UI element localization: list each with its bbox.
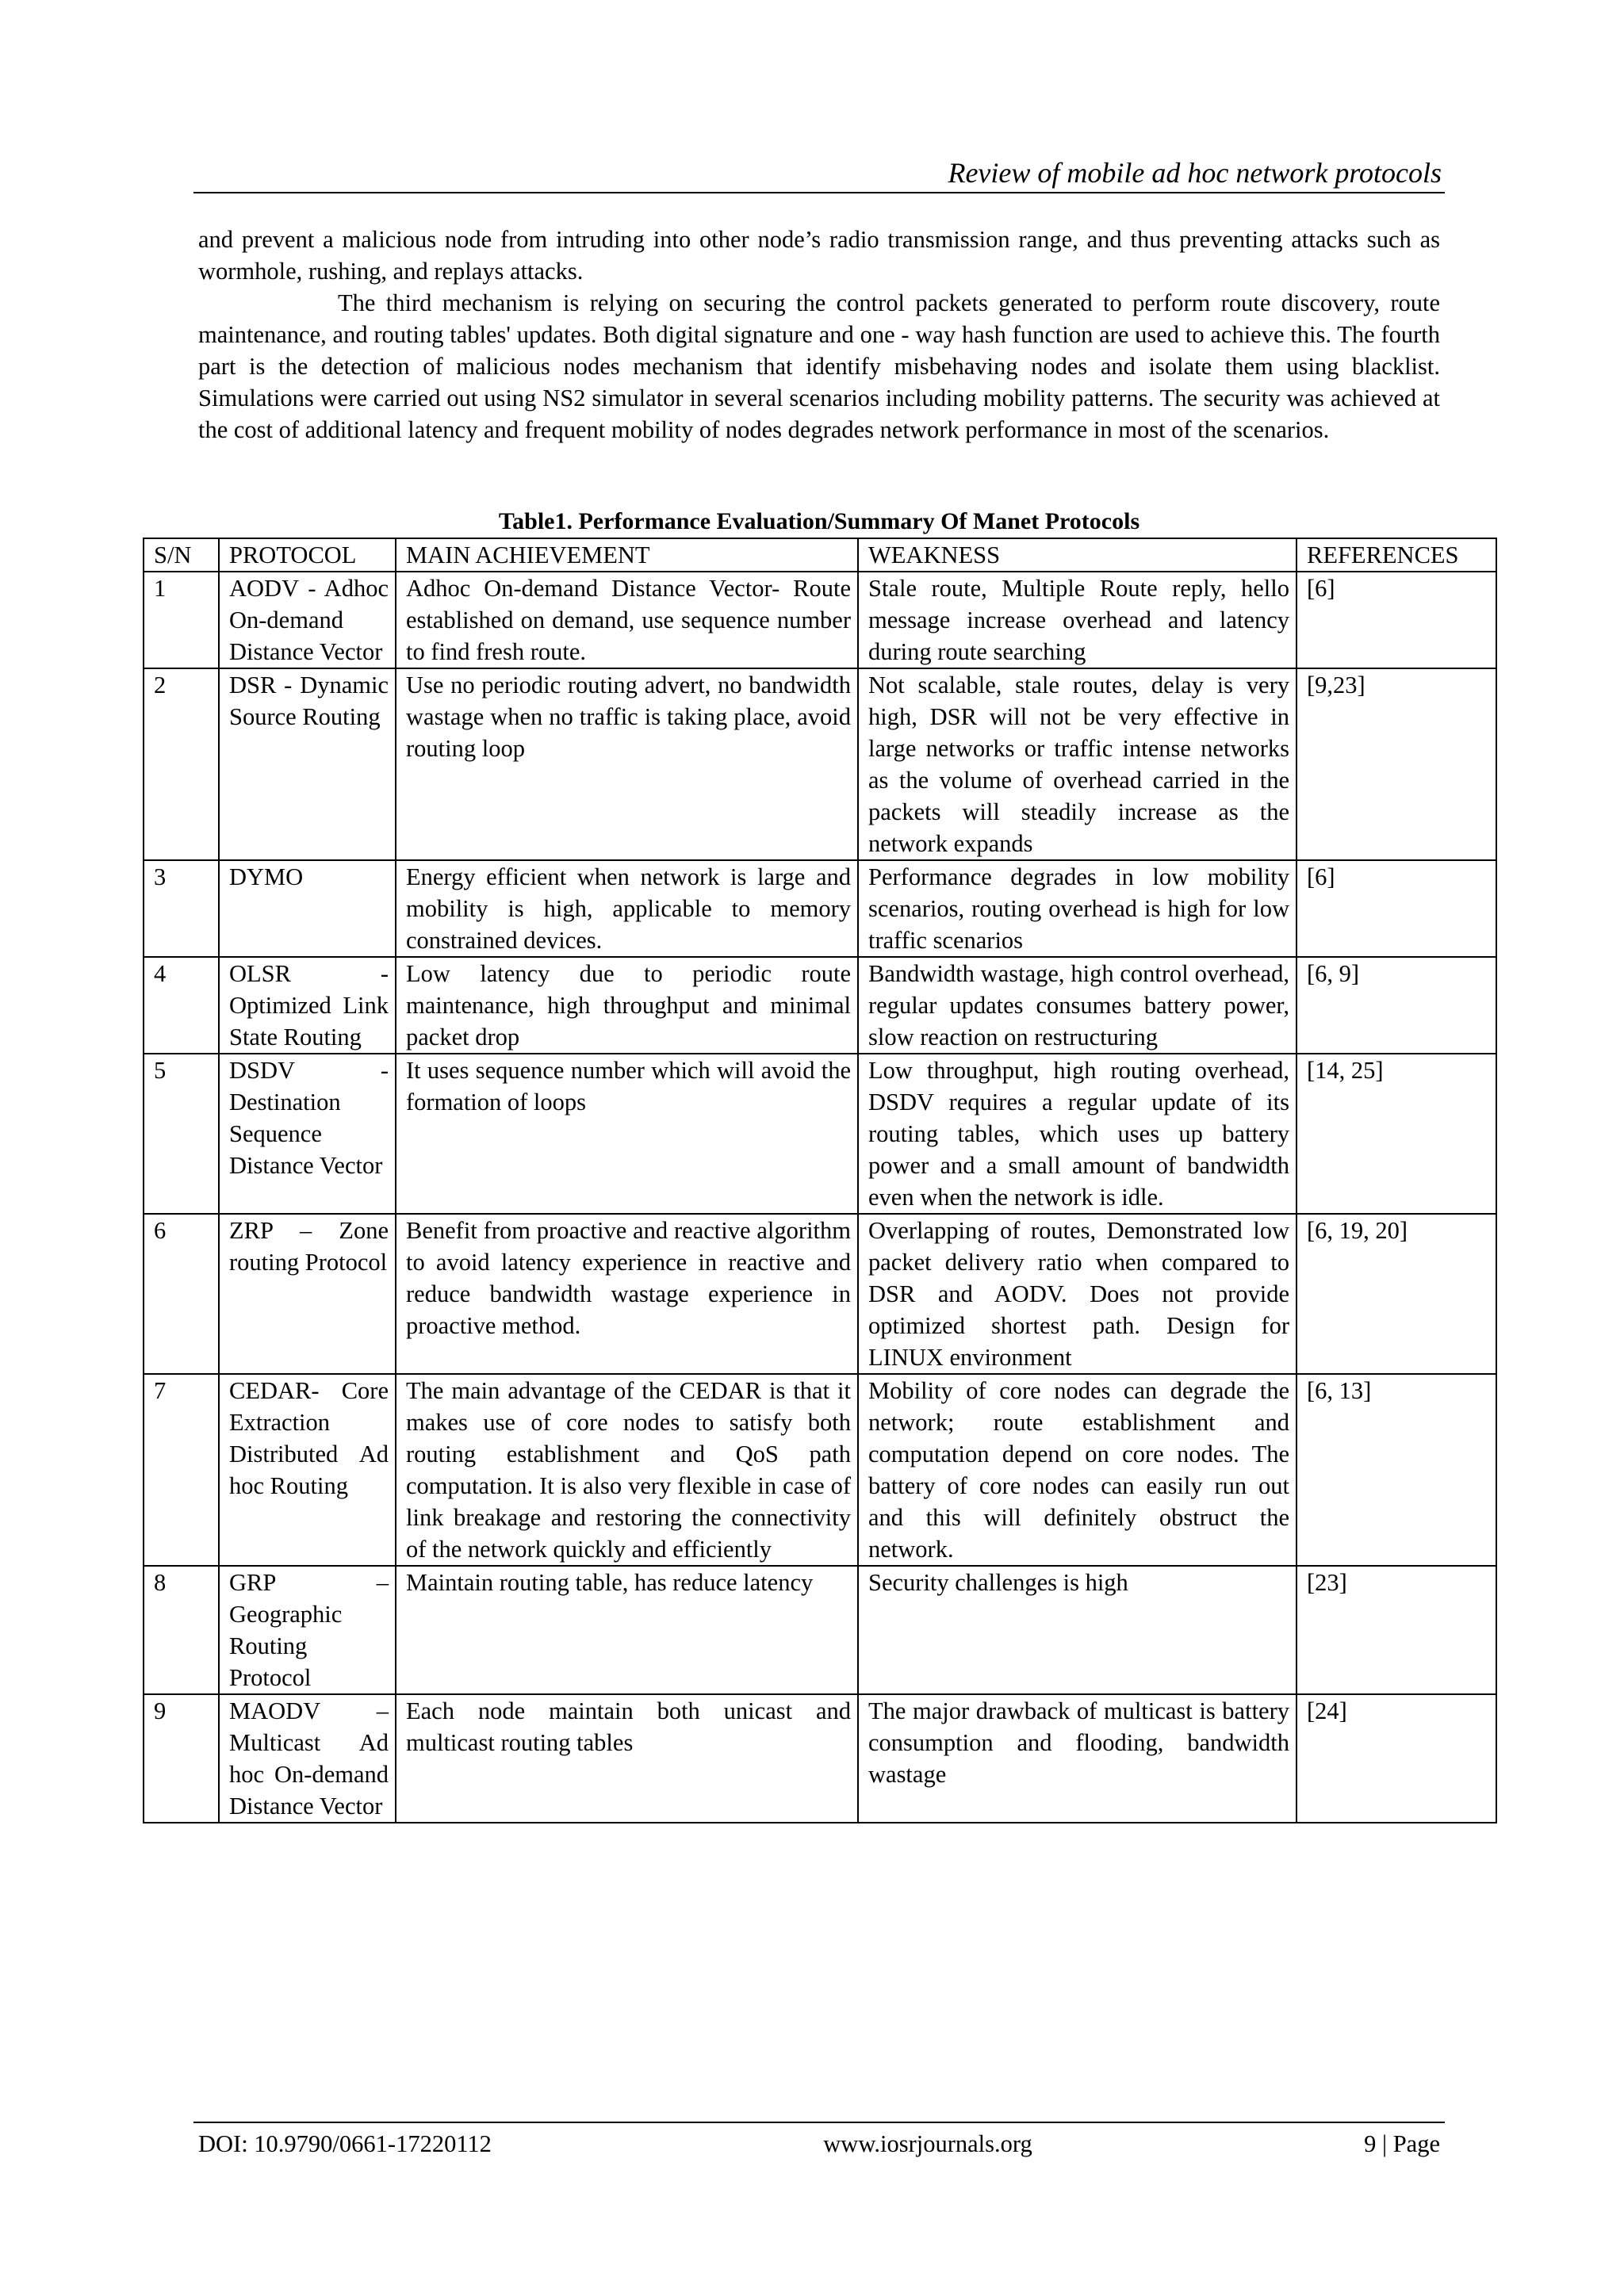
- table-header-row: [144, 538, 1496, 572]
- cell-references: [6]: [1297, 572, 1496, 668]
- cell-weakness: Stale route, Multiple Route reply, hello message increase overhead and latency during route searching: [858, 572, 1297, 668]
- cell-references: [6, 19, 20]: [1297, 1214, 1496, 1374]
- cell-weakness: Bandwidth wastage, high control overhead, regular updates consumes battery power, slow reaction on restructuring: [858, 957, 1297, 1054]
- cell-sn: 5: [144, 1054, 219, 1214]
- cell-references: [9,23]: [1297, 668, 1496, 860]
- cell-weakness: Not scalable, stale routes, delay is very high, DSR will not be very effective in large networks or traffic intense networks as the volume of overhead carried in the packets will steadily increase as the network expands: [858, 668, 1297, 860]
- footer-doi: DOI: 10.9790/0661-17220112: [198, 2130, 492, 2157]
- body-text: [198, 224, 1440, 446]
- cell-sn: 7: [144, 1374, 219, 1566]
- cell-weakness: Overlapping of routes, Demonstrated low packet delivery ratio when compared to DSR and AODV. Does not provide optimized shortest path. Design for LINUX environment: [858, 1214, 1297, 1374]
- page-footer: [198, 2128, 1440, 2160]
- cell-protocol: AODV - Adhoc On-demand Distance Vector: [219, 572, 396, 668]
- table-row: [144, 572, 1496, 668]
- cell-weakness: Performance degrades in low mobility scenarios, routing overhead is high for low traffic scenarios: [858, 860, 1297, 957]
- column-header-weakness: WEAKNESS: [858, 538, 1297, 572]
- cell-weakness: Mobility of core nodes can degrade the network; route establishment and computation depend on core nodes. The battery of core nodes can easily run out and this will definitely obstruct the network.: [858, 1374, 1297, 1566]
- cell-protocol: DSDV - Destination Sequence Distance Vector: [219, 1054, 396, 1214]
- cell-main-achievement: Benefit from proactive and reactive algorithm to avoid latency experience in reactive and reduce bandwidth wastage experience in proactive method.: [396, 1214, 858, 1374]
- body-paragraph: The third mechanism is relying on securing the control packets generated to perform route discovery, route maintenance, and routing tables' updates. Both digital signature and one - way hash function are used to achieve this. The fourth part is the detection of malicious nodes mechanism that identify misbehaving nodes and isolate them using blacklist. Simulations were carried out using NS2 simulator in several scenarios including mobility patterns. The security was achieved at the cost of additional latency and frequent mobility of nodes degrades network performance in most of the scenarios.: [198, 289, 1440, 443]
- cell-weakness: Security challenges is high: [858, 1566, 1297, 1694]
- table-row: [144, 1566, 1496, 1694]
- footer-divider: [193, 2122, 1445, 2123]
- column-header-main-achievement: MAIN ACHIEVEMENT: [396, 538, 858, 572]
- cell-references: [24]: [1297, 1694, 1496, 1823]
- cell-main-achievement: The main advantage of the CEDAR is that it makes use of core nodes to satisfy both routing establishment and QoS path computation. It is also very flexible in case of link breakage and restoring the connectivity of the network quickly and efficiently: [396, 1374, 858, 1566]
- running-header-title: Review of mobile ad hoc network protocols: [948, 157, 1442, 189]
- cell-main-achievement: Adhoc On-demand Distance Vector- Route established on demand, use sequence number to find fresh route.: [396, 572, 858, 668]
- cell-references: [6, 9]: [1297, 957, 1496, 1054]
- cell-protocol: OLSR - Optimized Link State Routing: [219, 957, 396, 1054]
- cell-main-achievement: Use no periodic routing advert, no bandwidth wastage when no traffic is taking place, avoid routing loop: [396, 668, 858, 860]
- table-row: [144, 860, 1496, 957]
- table-row: [144, 668, 1496, 860]
- cell-references: [6]: [1297, 860, 1496, 957]
- cell-main-achievement: It uses sequence number which will avoid the formation of loops: [396, 1054, 858, 1214]
- cell-references: [23]: [1297, 1566, 1496, 1694]
- footer-website: www.iosrjournals.org: [823, 2130, 1032, 2157]
- cell-protocol: CEDAR- Core Extraction Distributed Ad hoc Routing: [219, 1374, 396, 1566]
- cell-sn: 1: [144, 572, 219, 668]
- table-row: [144, 957, 1496, 1054]
- footer-page-number: 9 | Page: [1364, 2130, 1440, 2157]
- cell-sn: 3: [144, 860, 219, 957]
- cell-protocol: MAODV – Multicast Ad hoc On-demand Distance Vector: [219, 1694, 396, 1823]
- column-header-references: REFERENCES: [1297, 538, 1496, 572]
- cell-weakness: The major drawback of multicast is battery consumption and flooding, bandwidth wastage: [858, 1694, 1297, 1823]
- header-divider: [193, 192, 1445, 193]
- cell-references: [14, 25]: [1297, 1054, 1496, 1214]
- column-header-sn: S/N: [144, 538, 219, 572]
- cell-sn: 9: [144, 1694, 219, 1823]
- cell-protocol: GRP – Geographic Routing Protocol: [219, 1566, 396, 1694]
- table-row: [144, 1694, 1496, 1823]
- cell-sn: 2: [144, 668, 219, 860]
- table-row: [144, 1374, 1496, 1566]
- cell-protocol: DYMO: [219, 860, 396, 957]
- body-paragraph: and prevent a malicious node from intruding into other node’s radio transmission range, and thus preventing attacks such as wormhole, rushing, and replays attacks.: [198, 226, 1440, 285]
- table-row: [144, 1054, 1496, 1214]
- cell-references: [6, 13]: [1297, 1374, 1496, 1566]
- protocol-summary-table: [143, 538, 1497, 1823]
- cell-main-achievement: Each node maintain both unicast and multicast routing tables: [396, 1694, 858, 1823]
- cell-weakness: Low throughput, high routing overhead, DSDV requires a regular update of its routing tables, which uses up battery power and a small amount of bandwidth even when the network is idle.: [858, 1054, 1297, 1214]
- cell-sn: 4: [144, 957, 219, 1054]
- cell-protocol: ZRP – Zone routing Protocol: [219, 1214, 396, 1374]
- cell-protocol: DSR - Dynamic Source Routing: [219, 668, 396, 860]
- cell-main-achievement: Energy efficient when network is large and mobility is high, applicable to memory constrained devices.: [396, 860, 858, 957]
- table-row: [144, 1214, 1496, 1374]
- column-header-protocol: PROTOCOL: [219, 538, 396, 572]
- table-caption: Table1. Performance Evaluation/Summary Of Manet Protocols: [498, 508, 1140, 534]
- cell-sn: 6: [144, 1214, 219, 1374]
- cell-sn: 8: [144, 1566, 219, 1694]
- cell-main-achievement: Maintain routing table, has reduce latency: [396, 1566, 858, 1694]
- cell-main-achievement: Low latency due to periodic route maintenance, high throughput and minimal packet drop: [396, 957, 858, 1054]
